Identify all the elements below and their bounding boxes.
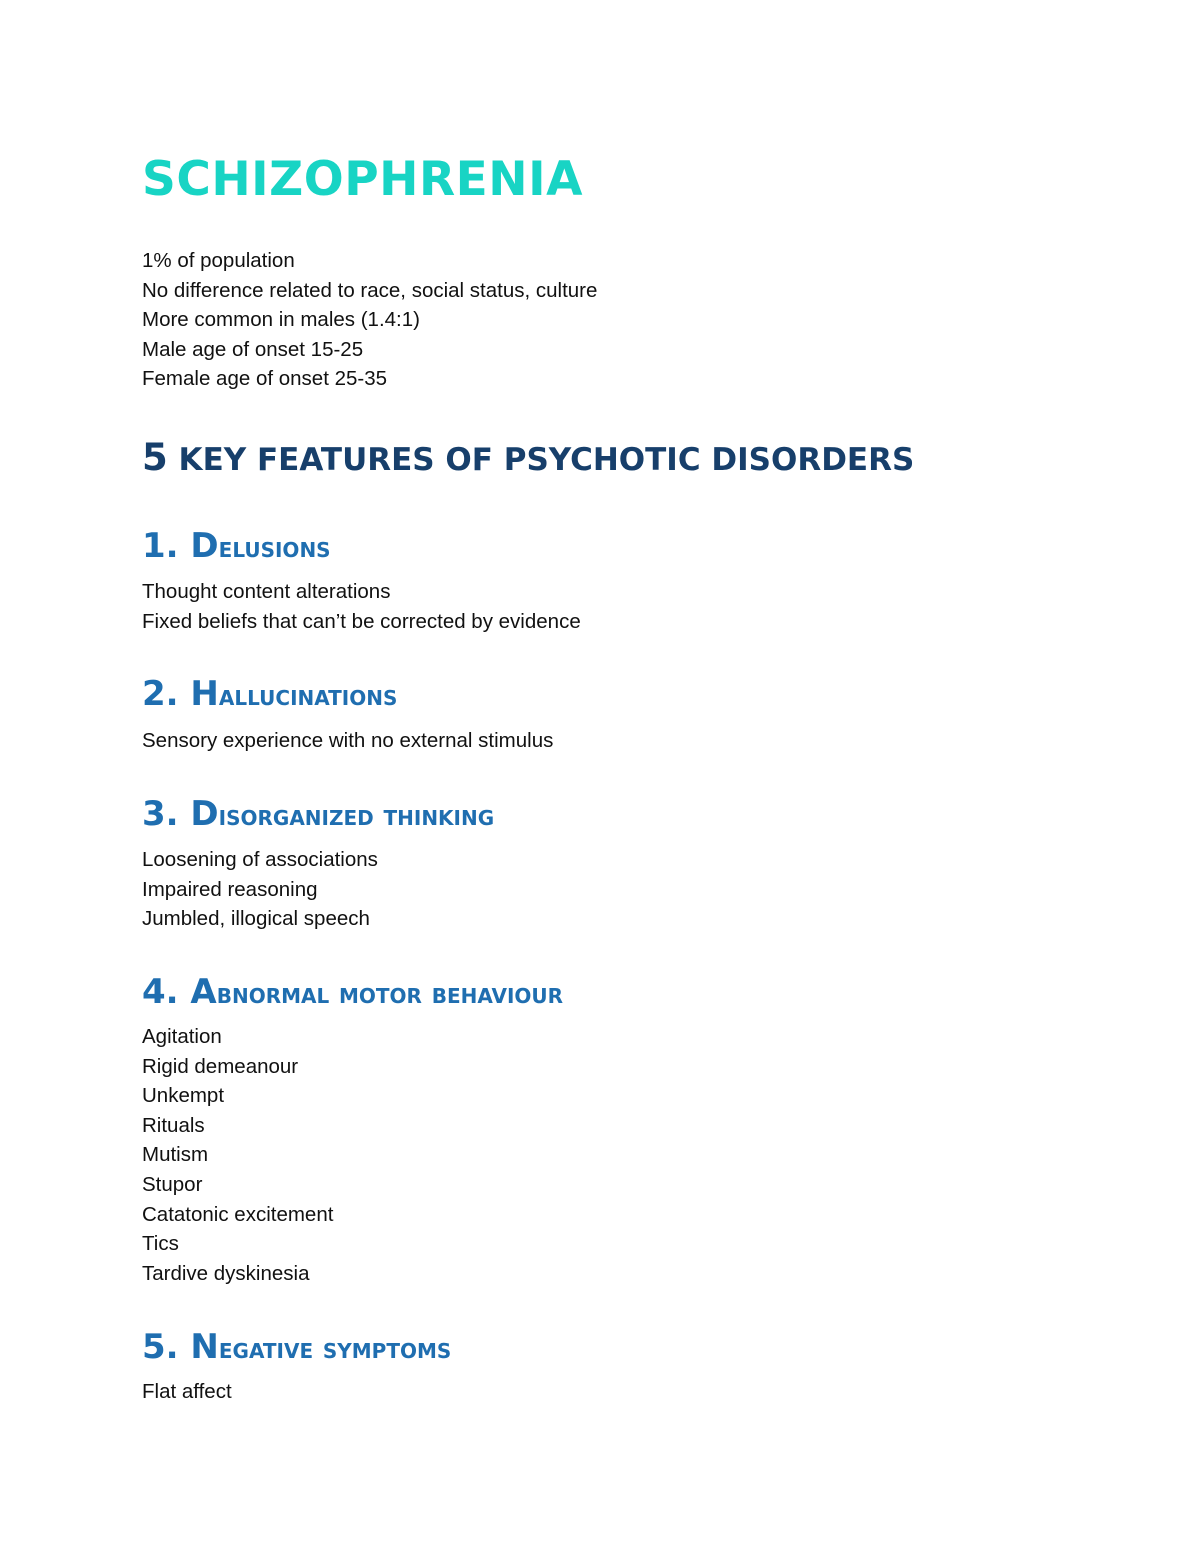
list-item: Thought content alterations: [142, 580, 391, 603]
section-initial: D: [190, 794, 219, 834]
document-title: SCHIZOPHRENIA: [142, 152, 583, 207]
list-item: Loosening of associations: [142, 848, 378, 871]
list-item: More common in males (1.4:1): [142, 308, 420, 332]
section-heading-delusions: [142, 525, 331, 569]
list-item: 1% of population: [142, 249, 295, 272]
intro-list: [142, 246, 597, 394]
list-item: Stupor: [142, 1172, 203, 1196]
list-item: Tics: [142, 1232, 179, 1256]
list-item: No difference related to race, social status, culture: [142, 278, 598, 302]
list-item: Flat affect: [142, 1380, 232, 1403]
section-number: 2.: [142, 674, 191, 714]
list-item: Mutism: [142, 1143, 209, 1167]
section-initial: A: [190, 972, 217, 1012]
section-number: 4.: [142, 972, 191, 1012]
list-item: Fixed beliefs that can’t be corrected by evidence: [142, 609, 581, 633]
list-item: Rituals: [142, 1113, 205, 1137]
list-item: Rigid demeanour: [142, 1054, 299, 1078]
list-item: Agitation: [142, 1025, 222, 1048]
section-list-abnormal-motor-behaviour: [142, 1022, 333, 1288]
list-item: Jumbled, illogical speech: [142, 907, 370, 931]
list-item: Female age of onset 25-35: [142, 367, 388, 391]
section-heading-negative-symptoms: [142, 1326, 451, 1370]
section-title-rest: isorganized thinking: [218, 799, 495, 832]
list-item: Sensory experience with no external stimulus: [142, 729, 554, 752]
section-number: 3.: [142, 794, 191, 834]
section-list-hallucinations: [142, 726, 553, 756]
section-title-rest: egative symptoms: [218, 1332, 452, 1365]
section-number: 5.: [142, 1327, 191, 1367]
main-heading-number: 5: [142, 436, 168, 479]
section-list-negative-symptoms: [142, 1377, 232, 1407]
section-list-disorganized-thinking: [142, 845, 378, 934]
section-heading-abnormal-motor-behaviour: [142, 971, 563, 1015]
section-title-rest: bnormal motor behaviour: [216, 977, 564, 1010]
list-item: Impaired reasoning: [142, 877, 318, 901]
section-heading-hallucinations: [142, 673, 397, 717]
section-title-rest: allucinations: [218, 679, 398, 712]
section-heading-disorganized-thinking: [142, 793, 494, 837]
section-number: 1.: [142, 526, 191, 566]
list-item: Tardive dyskinesia: [142, 1261, 310, 1285]
section-initial: H: [190, 674, 219, 714]
section-title-rest: elusions: [218, 531, 331, 564]
main-heading: [142, 436, 914, 482]
list-item: Catatonic excitement: [142, 1202, 334, 1226]
list-item: Male age of onset 15-25: [142, 337, 364, 361]
list-item: Unkempt: [142, 1084, 225, 1108]
main-heading-text: KEY FEATURES OF PSYCHOTIC DISORDERS: [167, 442, 915, 478]
section-initial: N: [190, 1327, 219, 1367]
section-initial: D: [190, 526, 219, 566]
section-list-delusions: [142, 577, 581, 636]
